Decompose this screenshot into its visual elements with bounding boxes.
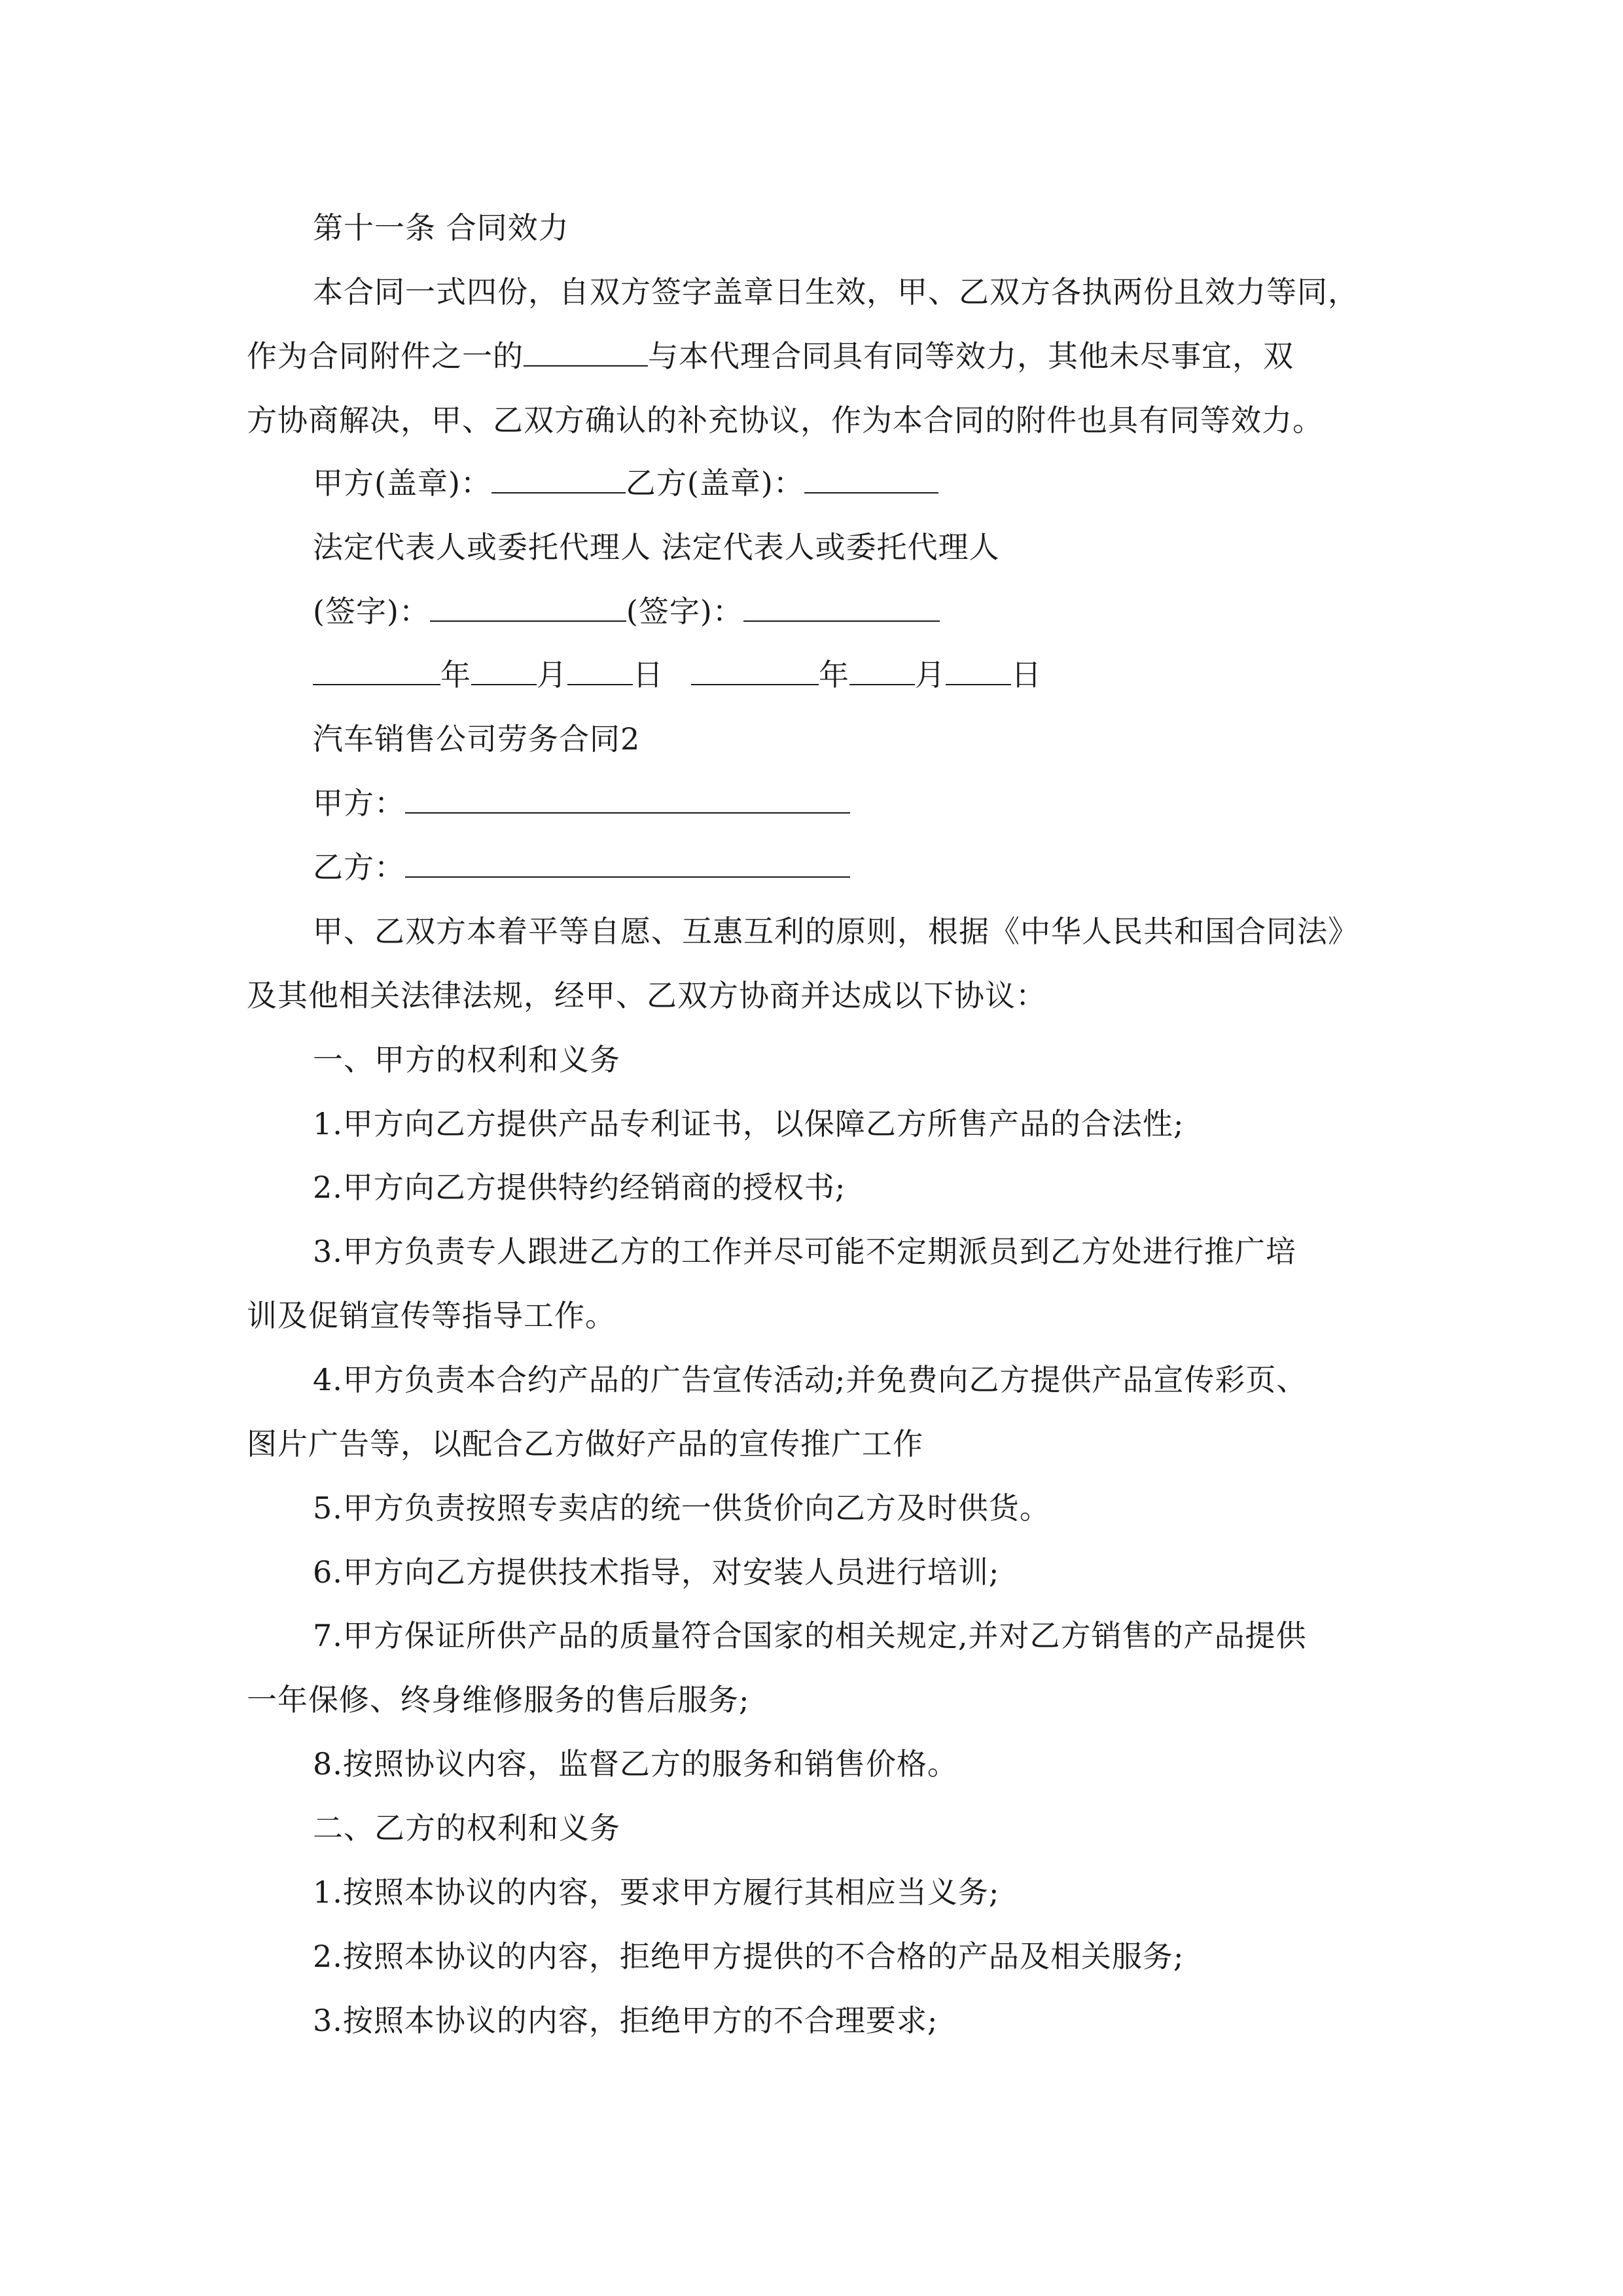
list-item: 1.按照本协议的内容，要求甲方履行其相应当义务; — [313, 1874, 1000, 1910]
legal-representative-line: 法定代表人或委托代理人 法定代表人或委托代理人 — [313, 529, 1000, 565]
fill-in-blank — [524, 338, 648, 367]
list-item: 7.甲方保证所供产品的质量符合国家的相关规定,并对乙方销售的产品提供 — [313, 1618, 1307, 1653]
sign-a-label: (签字)： — [313, 594, 430, 629]
month-blank — [849, 656, 915, 685]
seal-line — [313, 463, 938, 503]
list-item-continuation: 图片广告等，以配合乙方做好产品的宣传推广工作 — [247, 1426, 923, 1462]
party-a-seal-label: 甲方(盖章)： — [313, 465, 491, 501]
list-item: 6.甲方向乙方提供技术指导，对安装人员进行培训; — [313, 1554, 1000, 1590]
party-a-blank — [405, 785, 850, 814]
party-b-seal-blank — [804, 465, 938, 493]
paragraph-line — [247, 336, 1294, 376]
year-blank — [313, 656, 440, 685]
sign-a-blank — [430, 593, 626, 622]
list-item: 3.甲方负责专人跟进乙方的工作并尽可能不定期派员到乙方处进行推广培 — [313, 1234, 1296, 1269]
list-item: 5.甲方负责按照专卖店的统一供货价向乙方及时供货。 — [313, 1490, 1050, 1526]
contract-title: 汽车销售公司劳务合同2 — [313, 721, 641, 757]
paragraph-text: 作为合同附件之一的 — [247, 338, 524, 374]
list-item: 4.甲方负责本合约产品的广告宣传活动;并免费向乙方提供产品宣传彩页、 — [313, 1362, 1308, 1397]
date-line — [313, 655, 1042, 694]
list-item: 3.按照本协议的内容，拒绝甲方的不合理要求; — [313, 2003, 938, 2038]
party-b-blank — [405, 849, 850, 878]
month-blank — [471, 656, 537, 685]
paragraph-line: 及其他相关法律法规，经甲、乙双方协商并达成以下协议： — [247, 978, 1046, 1013]
party-a-label: 甲方： — [313, 785, 405, 821]
day-label: 日 — [1011, 657, 1042, 692]
party-b-seal-label: 乙方(盖章)： — [625, 465, 804, 501]
month-label: 月 — [537, 657, 567, 692]
section-heading: 第十一条 合同效力 — [313, 210, 569, 245]
paragraph-line: 甲、乙双方本着平等自愿、互惠互利的原则，根据《中华人民共和国合同法》 — [313, 914, 1359, 949]
sign-b-blank — [743, 593, 940, 622]
day-blank — [946, 656, 1011, 685]
list-item-continuation: 一年保修、终身维修服务的售后服务; — [247, 1682, 750, 1717]
list-item: 8.按照协议内容，监督乙方的服务和销售价格。 — [313, 1746, 958, 1782]
list-item: 1.甲方向乙方提供产品专利证书，以保障乙方所售产品的合法性; — [313, 1106, 1185, 1141]
day-blank — [567, 656, 633, 685]
day-label: 日 — [633, 657, 664, 692]
year-label: 年 — [819, 657, 849, 692]
party-b-line — [313, 848, 850, 887]
paragraph-line: 方协商解决，甲、乙双方确认的补充协议，作为本合同的附件也具有同等效力。 — [247, 403, 1323, 438]
year-label: 年 — [440, 657, 471, 692]
year-blank — [691, 656, 819, 685]
section-heading: 一、甲方的权利和义务 — [313, 1042, 620, 1077]
party-a-line — [313, 783, 850, 823]
paragraph-line: 本合同一式四份，自双方签字盖章日生效，甲、乙双方各执两份且效力等同， — [313, 274, 1359, 310]
list-item: 2.按照本协议的内容，拒绝甲方提供的不合格的产品及相关服务; — [313, 1939, 1185, 1974]
month-label: 月 — [915, 657, 946, 692]
party-a-seal-blank — [491, 465, 626, 493]
sign-b-label: (签字)： — [626, 594, 743, 629]
signature-line — [313, 592, 940, 631]
section-heading: 二、乙方的权利和义务 — [313, 1810, 620, 1846]
list-item-continuation: 训及促销宣传等指导工作。 — [247, 1298, 616, 1333]
party-b-label: 乙方： — [313, 850, 405, 885]
paragraph-text: 与本代理合同具有同等效力，其他未尽事宜，双 — [648, 338, 1294, 374]
list-item: 2.甲方向乙方提供特约经销商的授权书; — [313, 1170, 846, 1205]
